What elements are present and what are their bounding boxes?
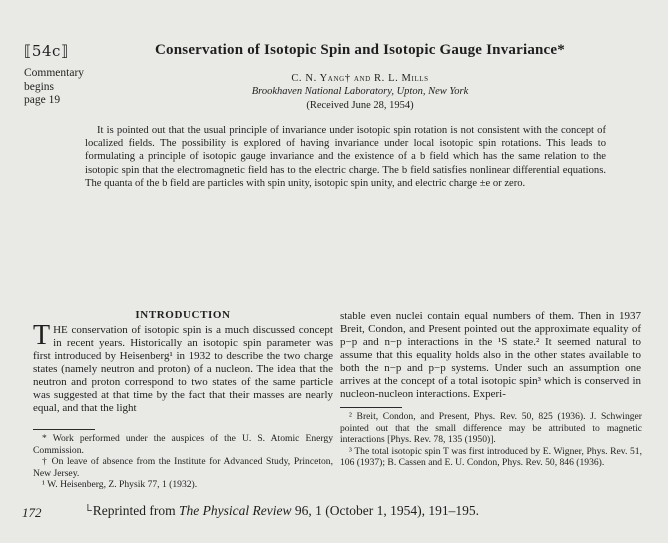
body-column-left (33, 320, 333, 415)
margin-note-line: page 19 (24, 94, 61, 106)
footnote-wigner-cassen-ref: ³ The total isotopic spin T was first introduced by E. Wigner, Phys. Rev. 51, 106 (1937); B. Cassen and E. U. Condon, Phys. Rev. 50, 846 (1936). (340, 445, 642, 469)
paper-title: Conservation of Isotopic Spin and Isotopic Gauge Invariance* (155, 42, 565, 58)
footnote-breit-condon-ref: ² Breit, Condon, and Present, Phys. Rev. 50, 825 (1936). J. Schwinger pointed out that the small difference may be attributed to magnetic interactions [Phys. Rev. 78, 135 (1950)]. (340, 411, 642, 446)
paper-authors: C. N. Yang† and R. L. Mills (291, 73, 429, 84)
margin-item-label: ⟦54c⟧ (24, 42, 69, 60)
received-date: (Received June 28, 1954) (306, 100, 414, 111)
reprint-journal-name: The Physical Review (179, 503, 292, 518)
footnotes-left (33, 433, 333, 491)
continuation-paragraph: stable even nuclei contain equal numbers of them. Then in 1937 Breit, Condon, and Present pointed out the approximate equality of p−p and n−p interactions in the ¹S state.² It seemed natural to assume that this equality holds also in the other states available to both the n−p and p−p systems. Under such an assumption one arrives at the concept of a total isotopic spin³ which is conserved in nucleon-nucleon interactions. Experi- (340, 310, 641, 400)
footnotes-right (340, 411, 642, 469)
corner-mark-icon: └ (84, 505, 92, 517)
margin-commentary-note (24, 67, 84, 108)
reprint-suffix: 96, 1 (October 1, 1954), 191–195. (291, 503, 479, 518)
paper-affiliation: Brookhaven National Laboratory, Upton, New York (251, 86, 469, 97)
margin-note-line: begins (24, 80, 55, 93)
reprint-prefix: Reprinted from (92, 503, 180, 518)
dropcap-letter: T (33, 320, 51, 351)
footnote-rule-left (33, 429, 95, 430)
footnote-rule-right (340, 407, 402, 408)
page-number: 172 (22, 505, 42, 520)
intro-paragraph (33, 320, 333, 415)
intro-paragraph-text: HE conservation of isotopic spin is a much discussed concept in recent years. Historically an isotopic spin parameter was first introduced by Heisenberg¹ in 1932 to describe the two charge states (namely neutron and proton) of a nucleon. The idea that the neutron and proton correspond to two states of the same particle was suggested at that time by the fact that their masses are nearly equal, and that the light (33, 324, 333, 414)
section-heading-introduction: INTRODUCTION (135, 309, 231, 321)
footnote-heisenberg-ref: ¹ W. Heisenberg, Z. Physik 77, 1 (1932). (42, 479, 198, 491)
footnote-work-auspices: * Work performed under the auspices of the U. S. Atomic Energy Commission. (33, 433, 333, 456)
paper-abstract: It is pointed out that the usual principle of invariance under isotopic spin rotation is not consistent with the concept of localized fields. The possibility is explored of having invariance under local isotopic spin rotations. This leads to formulating a principle of isotopic gauge invariance and the existence of a b field which has the same relation to the isotopic spin that the electromagnetic field has to the electric charge. The b field satisfies nonlinear differential equations. The quanta of the b field are particles with spin unity, isotopic spin unity, and electric charge ±e or zero. (85, 125, 606, 189)
margin-note-line: Commentary (24, 67, 85, 79)
body-column-right (340, 310, 641, 401)
reprint-citation (84, 503, 479, 519)
paper-header (110, 42, 610, 111)
footnote-on-leave: † On leave of absence from the Institute for Advanced Study, Princeton, New Jersey. (33, 456, 333, 479)
